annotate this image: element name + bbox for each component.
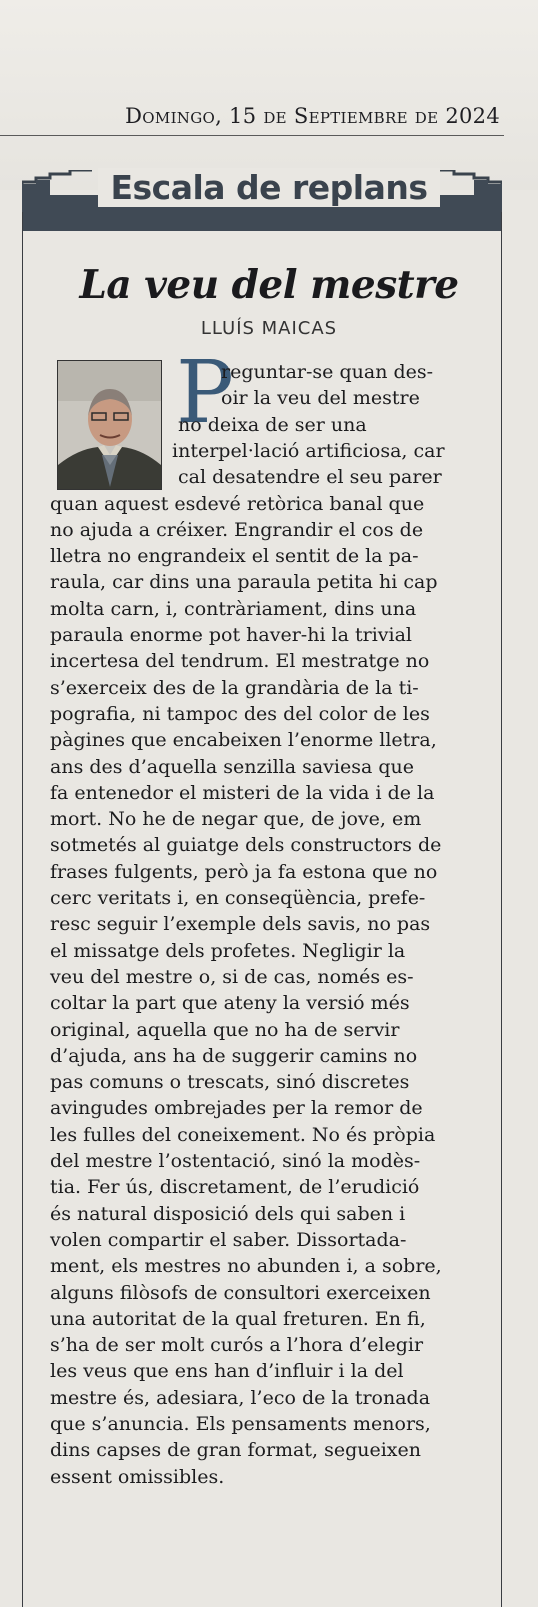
body-line: que s’anuncia. Els pensaments menors, (50, 1413, 431, 1435)
body-line: una autoritat de la qual freturen. En fi, (50, 1307, 426, 1330)
body-line: d’ajuda, ans ha de suggerir camins no (50, 1044, 418, 1067)
body-line: pàgines que encabeixen l’enorme lletra, (50, 729, 437, 752)
body-line: el missatge dels profetes. Negligir la (50, 939, 406, 962)
body-line: alguns filòsofs de consultori exerceixen (50, 1281, 431, 1304)
body-line: quan aquest esdevé retòrica banal que (50, 492, 425, 515)
body-line: s’exerceix des de la grandària de la ti- (50, 676, 419, 699)
body-line: oir la veu del mestre (221, 387, 420, 410)
body-line: reguntar-se quan des- (221, 361, 434, 383)
section-title-text: Escala de replans (98, 168, 439, 207)
byline: LLUÍS MAICAS (200, 318, 338, 339)
page-background (0, 0, 538, 190)
drop-cap: P (176, 343, 234, 443)
body-line: volen compartir el saber. Dissortada- (50, 1228, 407, 1251)
body-line: cal desatendre el seu parer (178, 466, 442, 489)
body-line: raula, car dins una paraula petita hi cap (50, 571, 438, 594)
body-line: ans des d’aquella senzilla saviesa que (50, 755, 414, 778)
body-line: mestre és, adesiara, l’eco de la tronada (50, 1386, 431, 1409)
body-line: incertesa del tendrum. El mestratge no (50, 650, 430, 673)
body-line: no deixa de ser una (178, 413, 367, 436)
body-line: paraula enorme pot haver-hi la trivial (50, 624, 413, 646)
body-line: mort. No he de negar que, de jove, em (50, 808, 422, 831)
dateline: Domingo, 15 de Septiembre de 2024 (125, 104, 500, 128)
headline: La veu del mestre (79, 262, 459, 308)
body-line: essent omissibles. (50, 1465, 225, 1488)
body-line: cerc veritats i, en conseqüència, prefe- (50, 887, 426, 909)
body-line: les veus que ens han d’influir i la del (50, 1360, 404, 1383)
body-line: fa entenedor el misteri de la vida i de la (50, 781, 435, 804)
body-line: dins capses de gran format, segueixen (50, 1439, 422, 1462)
body-line: les fulles del coneixement. No és pròpia (50, 1123, 436, 1146)
body-line: s’ha de ser molt curós a l’hora d’elegir (50, 1334, 424, 1357)
body-line: avingudes ombrejades per la remor de (50, 1097, 423, 1120)
body-line: no ajuda a créixer. Engrandir el cos de (50, 518, 424, 541)
body-line: ment, els mestres no abunden i, a sobre, (50, 1255, 442, 1278)
body-line: interpel·lació artificiosa, car (172, 439, 445, 462)
body-line: és natural disposició dels qui saben i (50, 1202, 406, 1225)
body-line: sotmetés al guiatge dels constructors de (50, 834, 442, 857)
body-line: coltar la part que ateny la versió més (50, 992, 410, 1015)
body-line: molta carn, i, contràriament, dins una (50, 597, 417, 620)
body-line: veu del mestre o, si de cas, només es- (50, 965, 414, 988)
body-line: del mestre l’ostentació, sinó la modès- (50, 1150, 421, 1172)
body-line: original, aquella que no ha de servir (50, 1018, 400, 1041)
body-line: resc seguir l’exemple dels savis, no pas (50, 913, 431, 936)
header-rule (0, 135, 504, 136)
body-line: frases fulgents, però ja fa estona que no (50, 860, 438, 883)
author-photo (57, 360, 162, 490)
body-line: lletra no engrandeix el sentit de la pa- (50, 545, 419, 568)
body-line: tia. Fer ús, discretament, de l’erudició (50, 1176, 420, 1199)
body-line: pografia, ni tampoc des del color de les (50, 702, 430, 725)
section-title (0, 168, 538, 207)
body-line: pas comuns o trescats, sinó discretes (50, 1071, 410, 1094)
